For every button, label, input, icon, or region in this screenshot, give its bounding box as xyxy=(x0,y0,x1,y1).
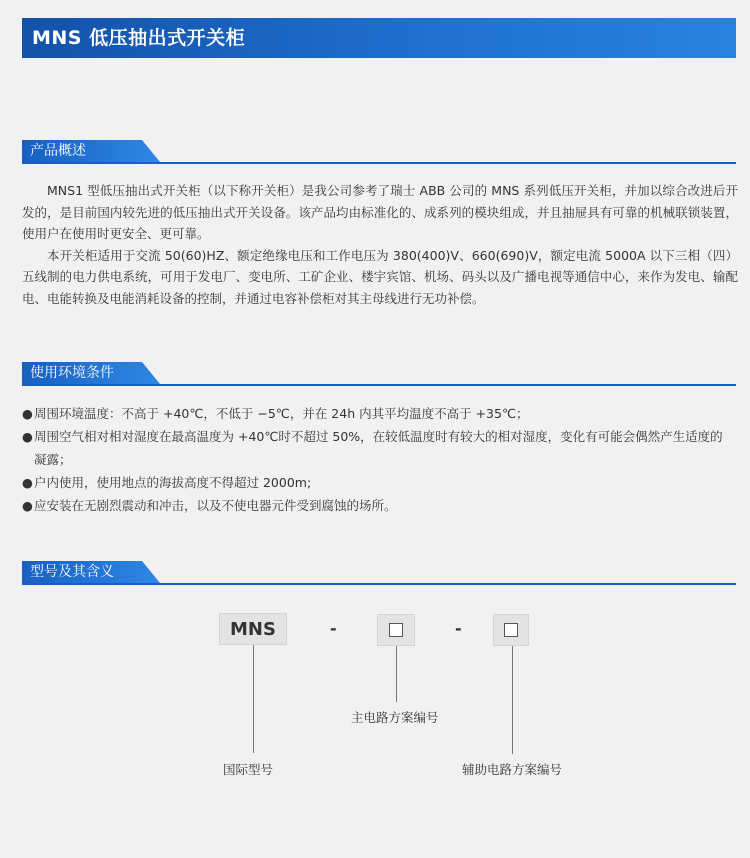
list-item-text: 户内使用，使用地点的海拔高度不得超过 2000m; xyxy=(34,475,312,490)
international-model-label: 国际型号 xyxy=(223,762,274,777)
list-item xyxy=(22,494,738,517)
placeholder-square-icon xyxy=(504,623,518,637)
main-circuit-box xyxy=(377,614,415,646)
overview-text xyxy=(22,180,738,309)
section-heading-environment xyxy=(22,362,736,388)
section-heading-label: 产品概述 xyxy=(30,143,86,159)
section-underline xyxy=(22,583,736,585)
overview-paragraph-2: 本开关柜适用于交流 50(60)HZ、额定绝缘电压和工作电压为 380(400)V、660(690)V，额定电流 5000A 以下三相（四）五线制的电力供电系统，可用于发电厂、变电所、工矿企业、楼宇宾馆、机场、码头以及广播电视等通信中心，来作为发电、输配电、电能转换及电能消耗设备的控制，并通过电容补偿柜对其主母线进行无功补偿。 xyxy=(22,247,738,306)
section-underline xyxy=(22,162,736,164)
section-underline xyxy=(22,384,736,386)
list-item xyxy=(22,425,738,471)
connector-line xyxy=(253,645,254,753)
list-item-text: 应安装在无剧烈震动和冲击，以及不使电器元件受到腐蚀的场所。 xyxy=(34,498,397,513)
section-heading-model xyxy=(22,561,736,587)
model-code-box xyxy=(219,613,287,645)
environment-list xyxy=(22,402,738,517)
separator-dash: - xyxy=(330,619,337,638)
section-heading-overview xyxy=(22,140,736,166)
connector-line xyxy=(396,646,397,702)
list-item xyxy=(22,402,738,425)
bullet-icon: ● xyxy=(22,475,33,490)
list-item-text: 周围环境温度：不高于 +40℃，不低于 −5℃，并在 24h 内其平均温度不高于 +35℃； xyxy=(34,406,529,421)
page-title: MNS 低压抽出式开关柜 xyxy=(22,18,736,58)
bullet-icon: ● xyxy=(22,498,33,513)
list-item-text: 周围空气相对相对湿度在最高温度为 +40℃时不超过 50%，在较低温度时有较大的相对湿度，变化有可能会偶然产生适度的凝露； xyxy=(34,429,723,467)
connector-line xyxy=(512,646,513,754)
list-item xyxy=(22,471,738,494)
overview-paragraph-1: MNS1 型低压抽出式开关柜（以下称开关柜）是我公司参考了瑞士 ABB 公司的 MNS 系列低压开关柜，并加以综合改进后开发的，是目前国内较先进的低压抽出式开关设备。该产品均由标准化的、成系列的模块组成，并且抽屉具有可靠的机械联锁装置，使用户在使用时更安全、更可靠。 xyxy=(22,183,738,241)
section-heading-label: 型号及其含义 xyxy=(30,564,114,580)
model-code: MNS xyxy=(230,618,276,640)
section-heading-label: 使用环境条件 xyxy=(30,365,114,381)
bullet-icon: ● xyxy=(22,429,33,444)
main-circuit-label: 主电路方案编号 xyxy=(351,710,439,725)
separator-dash: - xyxy=(455,619,462,638)
bullet-icon: ● xyxy=(22,406,33,421)
placeholder-square-icon xyxy=(389,623,403,637)
aux-circuit-label: 辅助电路方案编号 xyxy=(462,762,563,777)
aux-circuit-box xyxy=(493,614,529,646)
